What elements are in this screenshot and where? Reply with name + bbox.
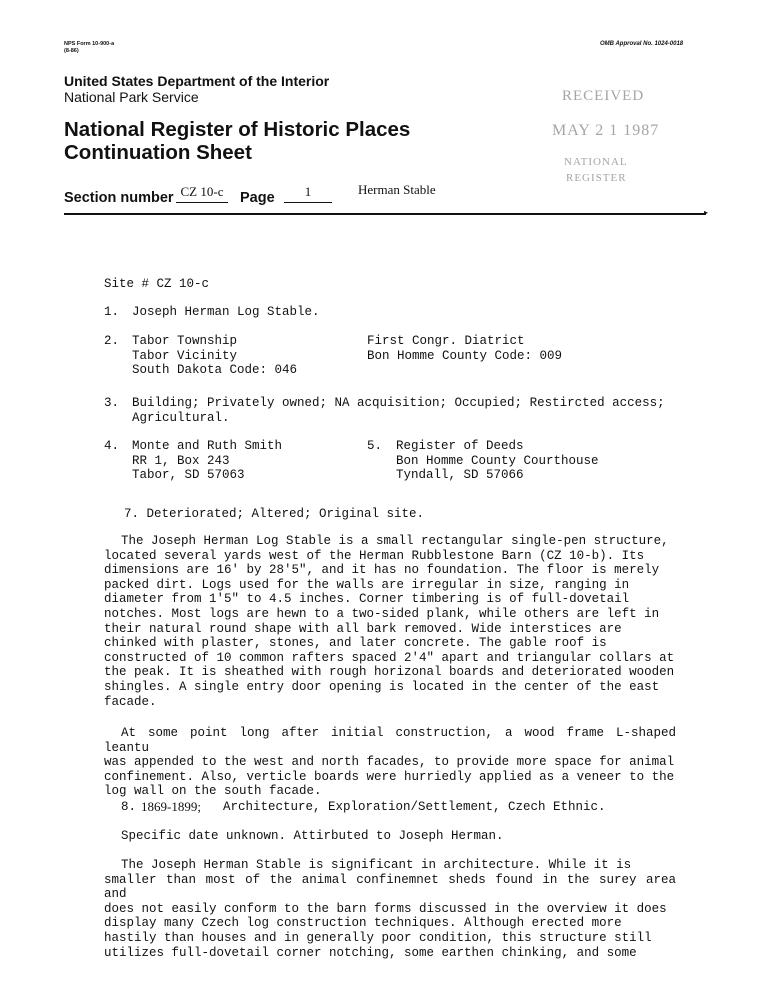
item-5-number: 5. [367, 439, 383, 453]
agency-name: National Park Service [64, 89, 199, 105]
item-5-legal-description: Register of Deeds Bon Homme County Courthouse Tyndall, SD 57066 [396, 439, 599, 483]
item-7-condition: 7. Deteriorated; Altered; Original site. [124, 507, 425, 521]
page-number-value: 1 [284, 182, 332, 203]
description-paragraph-2: At some point long after initial construction, a wood frame L-shaped leantu was appended to the west and north facades, to provide more space for animal confinement. Also, verticle boards were hurriedly applied as a veneer to the log wall on the south facade. [104, 726, 676, 799]
form-subtitle: Continuation Sheet [64, 141, 252, 164]
item-1-number: 1. [104, 305, 120, 319]
item-8-period: 1869-1899; [141, 799, 201, 814]
received-stamp [548, 86, 668, 206]
site-number: Site # CZ 10-c [104, 277, 210, 291]
item-2-number: 2. [104, 334, 120, 348]
form-title: National Register of Historic Places [64, 118, 411, 141]
item-4-number: 4. [104, 439, 120, 453]
item-8-areas-of-significance: Architecture, Exploration/Settlement, Czech Ethnic. [223, 800, 606, 814]
specific-dates: Specific date unknown. Attirbuted to Joseph Herman. [121, 829, 504, 843]
item-8-number: 8. [121, 800, 137, 814]
item-3-classification: Building; Privately owned; NA acquisition; Occupied; Restircted access; Agricultural. [132, 396, 665, 425]
stamp-register: REGISTER [566, 172, 627, 184]
item-4-owner: Monte and Ruth Smith RR 1, Box 243 Tabor, SD 57063 [132, 439, 283, 483]
item-2-location: Tabor Township Tabor Vicinity South Dakota Code: 046 [132, 334, 298, 378]
header-divider [64, 213, 706, 215]
divider-arrow-icon: ▸ [704, 208, 709, 217]
description-paragraph-1: The Joseph Herman Log Stable is a small rectangular single-pen structure, located several yards west of the Herman Rubblestone Barn (CZ 10-b). Its dimensions are 16' by 28'5", and it has no foundation. The floor is merely packed dirt. Logs used for the walls are irregular in size, ranging in diameter from 1'5" to 4.5 inches. Corner timbering is of full-dovetail notches. Most logs are hewn to a two-sided plank, while others are left in their natural round shape with all bark removed. Wide interstices are chinked with plaster, stones, and later concrete. The gable roof is constructed of 10 common rafters spaced 2'4" apart and triangular collars at the peak. It is sheathed with rough horizonal boards and deteriorated wooden shingles. A single entry door opening is located in the center of the east facade. [104, 534, 675, 709]
omb-approval-number: OMB Approval No. 1024-0018 [600, 41, 684, 47]
department-name: United States Department of the Interior [64, 73, 330, 89]
page-label: Page [240, 190, 275, 206]
property-name: Herman Stable [358, 182, 436, 197]
item-2-district: First Congr. Diatrict Bon Homme County Code: 009 [367, 334, 563, 363]
section-number-label: Section number [64, 190, 174, 206]
form-number: NPS Form 10-900-a (8-86) [64, 41, 115, 54]
stamp-national: NATIONAL [564, 156, 628, 168]
section-number-value: CZ 10-c [176, 182, 228, 203]
item-1-historic-name: Joseph Herman Log Stable. [132, 305, 320, 319]
significance-paragraph: The Joseph Herman Stable is significant in architecture. While it is smaller than most of the animal confinemnet sheds found in the surey area and does not easily conform to the barn forms discussed in the overview it does display many Czech log construction techniques. Although erected more hastily than houses and in generally poor condition, this structure still utilizes full-dovetail corner notching, some earthen chinking, and some [104, 858, 676, 960]
stamp-date: MAY 2 1 1987 [552, 122, 660, 139]
stamp-received: RECEIVED [562, 88, 645, 104]
item-3-number: 3. [104, 396, 120, 410]
